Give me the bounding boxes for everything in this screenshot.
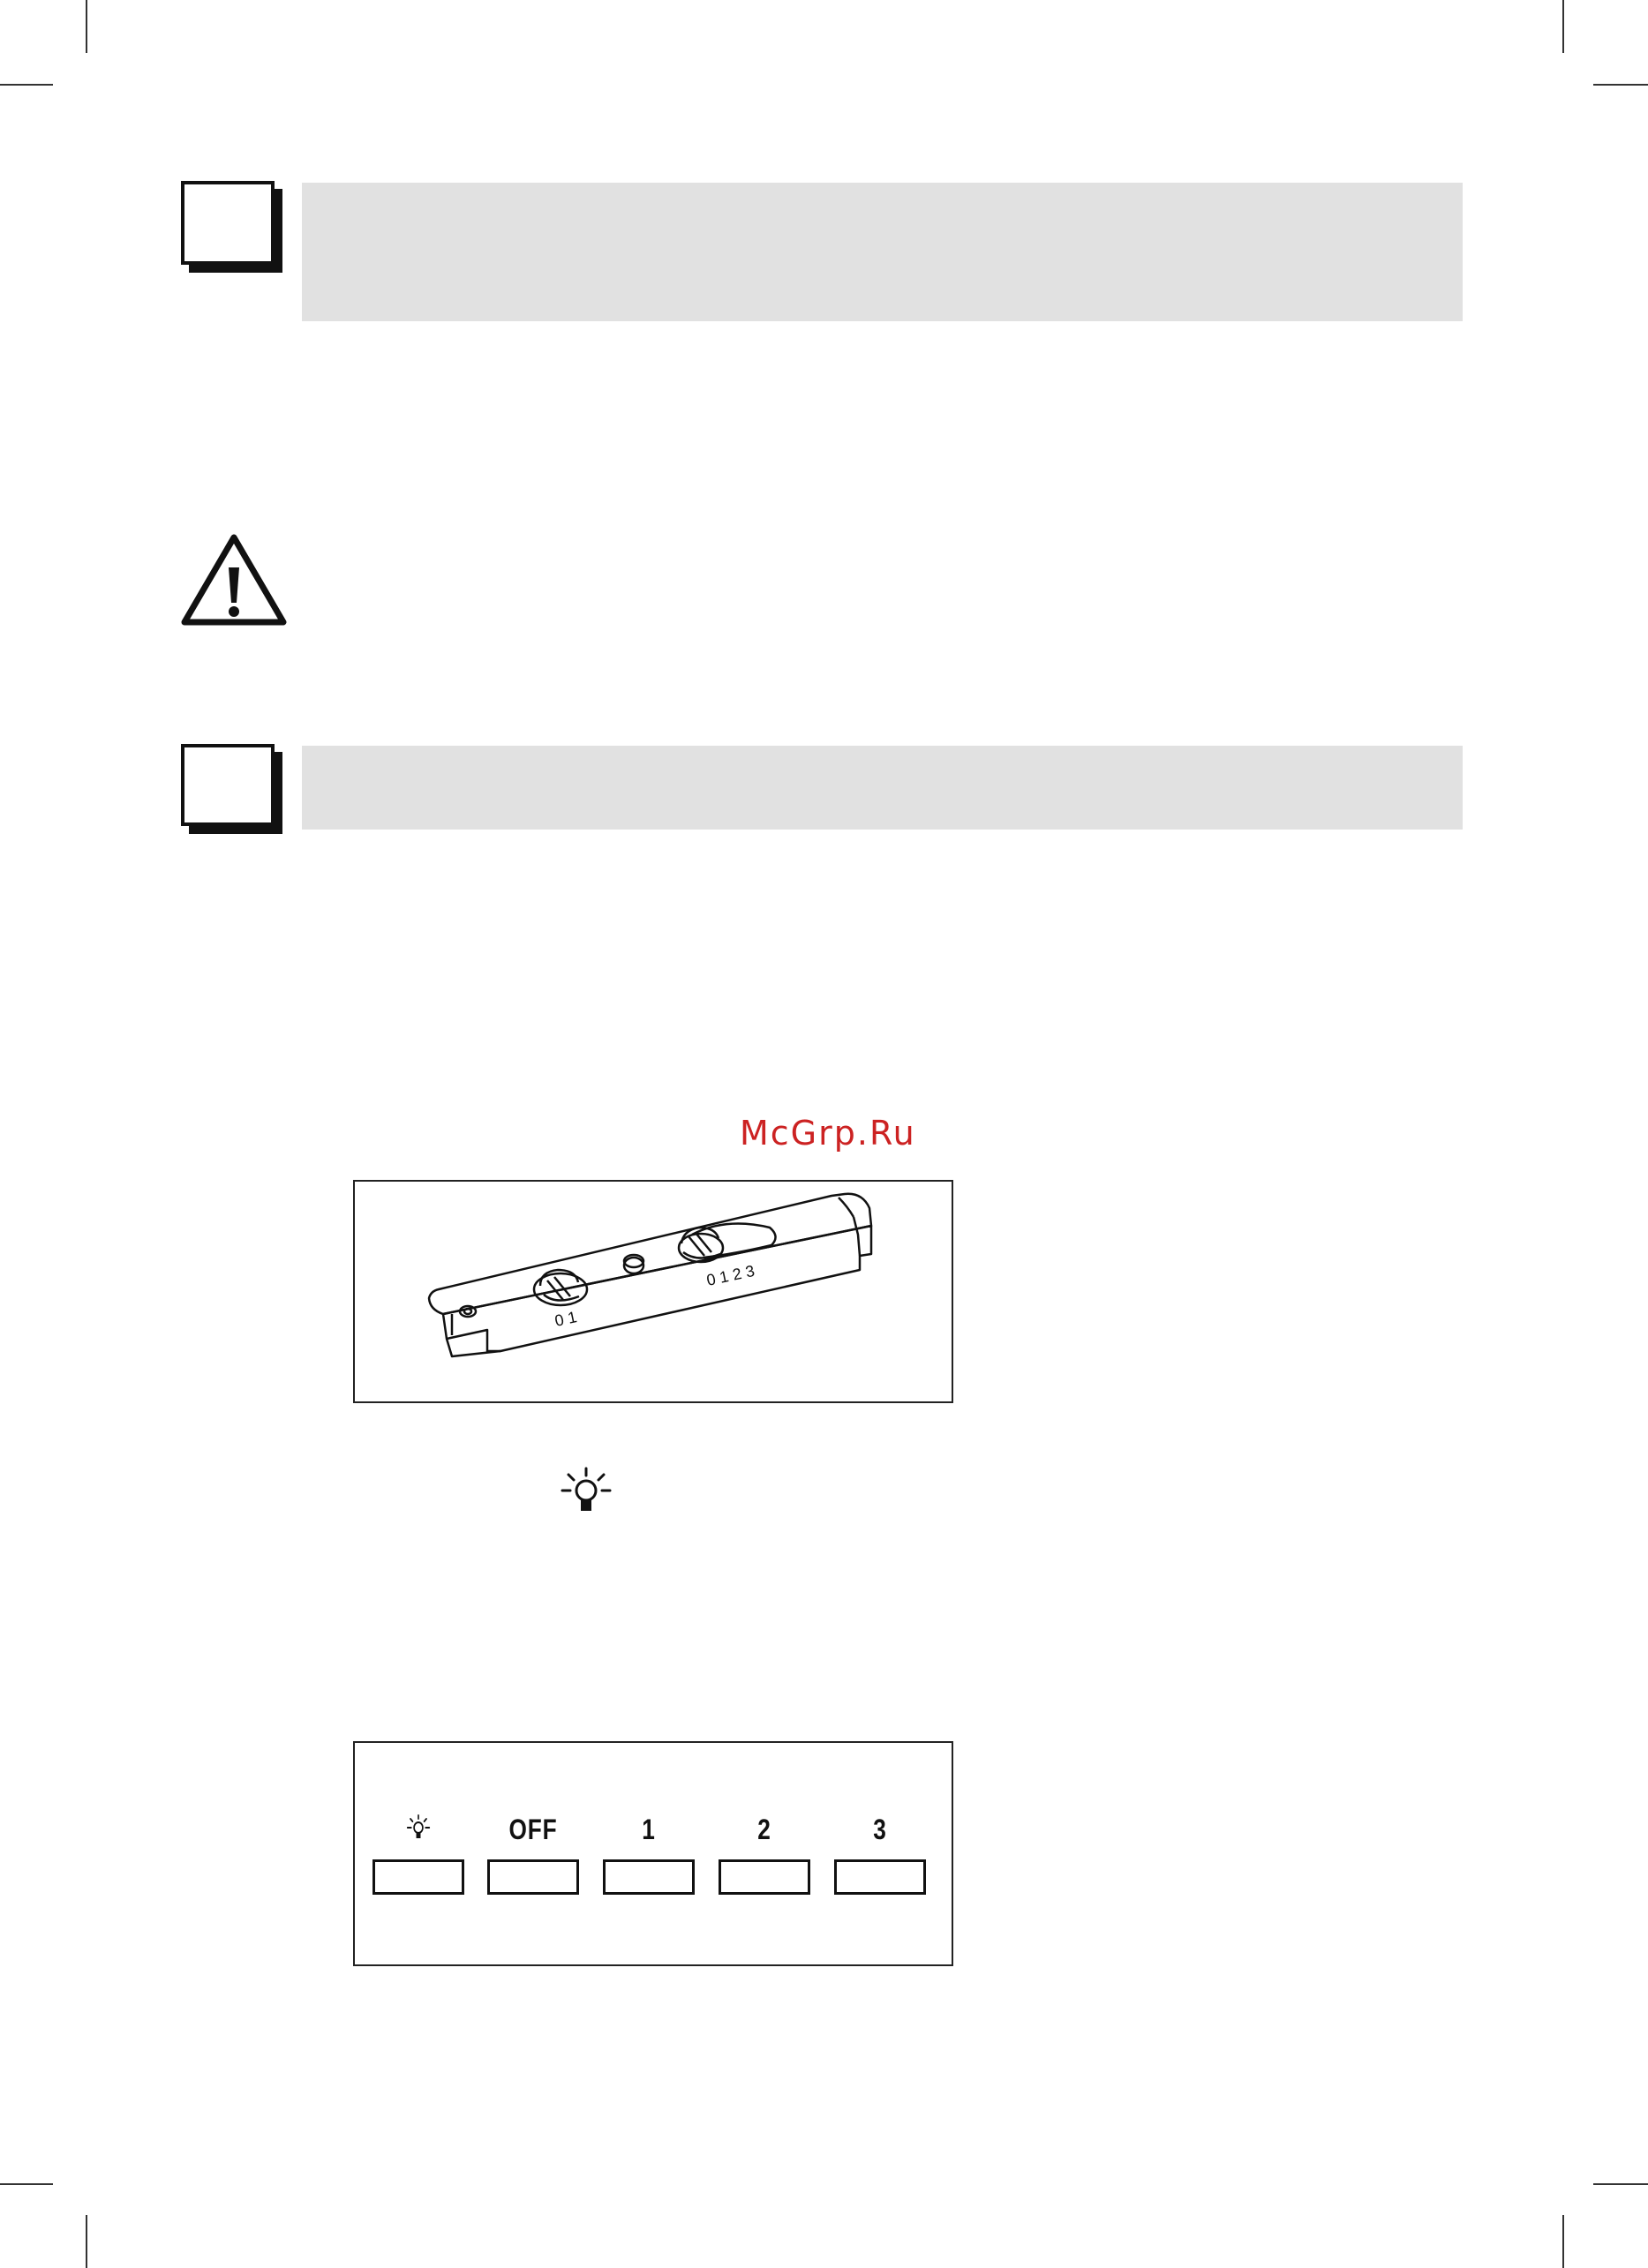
light-button[interactable] [372, 1859, 464, 1895]
right-knob-scale: 0 1 2 3 [704, 1261, 756, 1289]
section-header-bar [302, 746, 1463, 830]
off-button-label: OFF [508, 1814, 558, 1845]
light-button-column [372, 1743, 464, 1964]
speed-1-button-column [603, 1743, 695, 1964]
button-control-figure [353, 1741, 953, 1966]
crop-mark [86, 0, 87, 53]
crop-mark [1562, 0, 1564, 53]
warning-icon [179, 532, 289, 632]
speed-3-button-label: 3 [873, 1814, 887, 1845]
light-bulb-icon [559, 1465, 613, 1524]
light-bulb-icon [406, 1814, 431, 1844]
left-knob-scale: 0 1 [553, 1308, 579, 1330]
crop-mark [0, 84, 53, 86]
speed-3-button[interactable] [834, 1859, 926, 1895]
off-button[interactable] [487, 1859, 579, 1895]
off-button-column [487, 1743, 579, 1964]
crop-mark [1593, 2183, 1648, 2185]
speed-1-button-label: 1 [642, 1814, 656, 1845]
crop-mark [0, 2183, 53, 2185]
light-button-label [380, 1814, 455, 1851]
speed-2-button-label: 2 [757, 1814, 771, 1845]
speed-1-button[interactable] [603, 1859, 695, 1895]
section-number-box [181, 744, 275, 826]
knob-control-figure [353, 1180, 953, 1403]
speed-2-button[interactable] [719, 1859, 810, 1895]
speed-3-button-column [834, 1743, 926, 1964]
watermark: McGrp.Ru [740, 1114, 916, 1153]
section-number-box [181, 181, 275, 265]
control-panel-drawing [355, 1182, 952, 1401]
speed-2-button-column [719, 1743, 810, 1964]
crop-mark [1562, 2215, 1564, 2268]
crop-mark [1593, 84, 1648, 86]
crop-mark [86, 2215, 87, 2268]
section-header-bar [302, 183, 1463, 321]
